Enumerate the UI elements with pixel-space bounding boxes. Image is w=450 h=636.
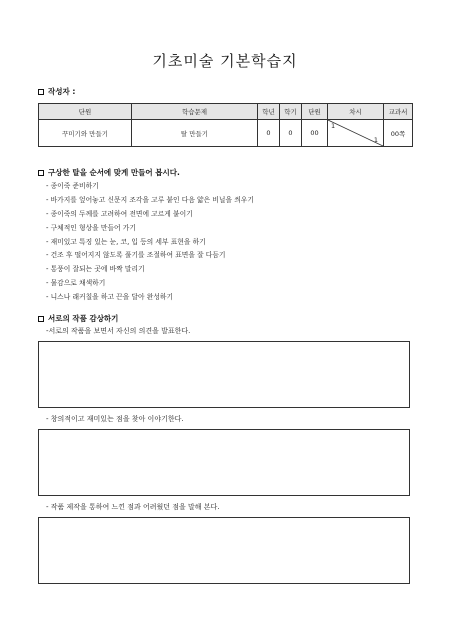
list-item: - 바가지를 엎어놓고 신문지 조각을 고루 붙인 다음 얇은 비닐을 씌우기	[46, 195, 254, 204]
list-item: - 통풍이 잘되는 곳에 바짝 말리기	[46, 265, 145, 274]
cell-textbook: 00쪽	[384, 120, 413, 147]
appreciation-heading	[38, 313, 118, 324]
cell-grade: 0	[258, 120, 280, 147]
header-grade: 학년	[258, 104, 280, 120]
list-item: - 재미있고 특징 있는 눈, 코, 입 등의 세부 표현을 하기	[46, 237, 206, 246]
steps-heading-text: 구상한 탈을 순서에 맞게 만들어 봅시다.	[48, 168, 180, 177]
cell-unit-no: 00	[302, 120, 328, 147]
checkbox-icon	[38, 170, 44, 176]
steps-list	[46, 180, 254, 305]
header-unit-name: 단원	[39, 104, 132, 120]
prompt-reflection: - 작품 제작을 통하여 느낀 점과 어려웠던 점을 말해 본다.	[46, 503, 220, 511]
table-header-row	[39, 104, 413, 120]
answer-box-opinion[interactable]	[38, 341, 410, 408]
cell-problem: 탈 만들기	[132, 120, 258, 147]
table-row	[39, 120, 413, 147]
list-item: - 구체적인 형상을 만들어 가기	[46, 223, 136, 232]
page-title: 기초미술 기본학습지	[152, 52, 298, 70]
list-item: - 건조 후 떨어지지 않도록 풀기를 조절하여 표면을 잘 다듬기	[46, 251, 226, 260]
header-problem: 학습문제	[132, 104, 258, 120]
list-item: - 물감으로 채색하기	[46, 279, 106, 288]
prompt-opinion: -서로의 작품을 보면서 자신의 의견을 발표한다.	[46, 327, 191, 335]
list-item: - 니스나 래커칠을 하고 끈을 달아 완성하기	[46, 293, 174, 302]
author-heading	[38, 86, 75, 97]
cell-unit-name: 꾸미기와 만들기	[39, 120, 132, 147]
header-unit-no: 단원	[302, 104, 328, 120]
prompt-creative: - 창의적이고 재미있는 점을 찾아 이야기한다.	[46, 415, 184, 423]
session-current: 1	[331, 122, 336, 130]
header-session: 차시	[328, 104, 384, 120]
session-total: 1	[373, 136, 378, 144]
list-item: - 종이죽 준비하기	[46, 182, 99, 190]
header-textbook: 교과서	[384, 104, 413, 120]
checkbox-icon	[38, 316, 44, 322]
steps-heading	[38, 167, 180, 178]
cell-semester: 0	[280, 120, 302, 147]
list-item: - 종이죽의 두께를 고려하여 전면에 고르게 붙이기	[46, 209, 193, 218]
author-label: 작성자 :	[48, 87, 76, 96]
answer-box-reflection[interactable]	[38, 517, 410, 584]
appreciation-heading-text: 서로의 작품 감상하기	[48, 314, 119, 323]
header-semester: 학기	[280, 104, 302, 120]
answer-box-creative[interactable]	[38, 429, 410, 496]
lesson-info-table	[38, 103, 413, 147]
cell-session	[328, 120, 384, 147]
checkbox-icon	[38, 89, 44, 95]
